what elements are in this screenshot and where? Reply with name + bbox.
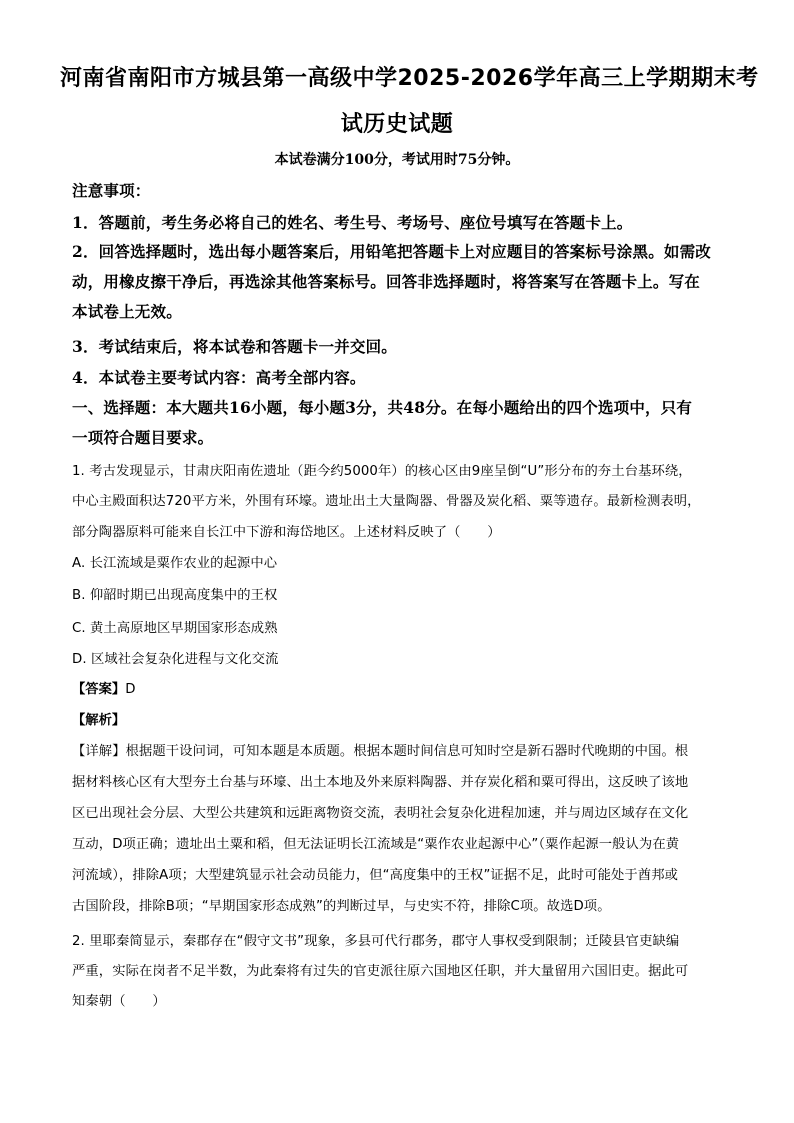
- q1-detail-line-6: 古国阶段，排除B项；“早期国家形态成熟”的判断过早，与史实不符，排除C项。故选D项。: [72, 899, 611, 914]
- q1-detail-line-4: 互动，D项正确；遗址出土粟和稻，但无法证明长江流域是“粟作农业起源中心”（粟作起源一般认为在黄: [72, 837, 680, 852]
- q1-option-c: C. 黄土高原地区早期国家形态成熟: [72, 621, 278, 636]
- q1-detail-line-5: 河流域），排除A项；大型建筑显示社会动员能力，但“高度集中的王权”证据不足，此时可能处于酋邦或: [72, 868, 678, 883]
- exam-title-line1: 河南省南阳市方城县第一高级中学2025-2026学年高三上学期期末考: [60, 66, 759, 91]
- notes-line-5: 3．考试结束后，将本试卷和答题卡一并交回。: [72, 337, 397, 356]
- q1-option-a: A. 长江流域是粟作农业的起源中心: [72, 556, 278, 571]
- answer-label: 【答案】: [72, 682, 126, 697]
- q1-analysis-label: [72, 711, 125, 731]
- q1-stem-line-3: 部分陶器原料可能来自长江中下游和海岱地区。上述材料反映了（ ）: [72, 525, 501, 540]
- q2-stem-line-3: 知秦朝（ ）: [72, 994, 166, 1009]
- q1-detail-line-3: 区已出现社会分层、大型公共建筑和远距离物资交流，表明社会复杂化进程加速，并与周边区域存在文化: [72, 806, 689, 821]
- exam-subtitle: 本试卷满分100分，考试用时75分钟。: [274, 152, 520, 168]
- q1-detail-line-2: 据材料核心区有大型夯土台基与环壕、出土本地及外来原料陶器、并存炭化稻和粟可得出，这反映了该地: [72, 775, 689, 790]
- answer-value: D: [125, 682, 136, 697]
- q1-option-b: B. 仰韶时期已出现高度集中的王权: [72, 588, 278, 603]
- exam-title-line2: 试历史试题: [340, 112, 454, 137]
- q1-stem-line-1: 1. 考古发现显示，甘肃庆阳南佐遗址（距今约5000年）的核心区由9座呈倒“U”形分布的夯土台基环绕，: [72, 464, 692, 479]
- notes-heading: 注意事项：: [72, 181, 151, 200]
- q2-stem-line-2: 严重，实际在岗者不足半数，为此秦将有过失的官吏派往原六国地区任职，并大量留用六国旧吏。据此可: [72, 964, 689, 979]
- notes-line-4: 本试卷上无效。: [72, 302, 182, 321]
- q1-option-d: D. 区域社会复杂化进程与文化交流: [72, 652, 279, 667]
- notes-line-3: 动，用橡皮擦干净后，再选涂其他答案标号。回答非选择题时，将答案写在答题卡上。写在: [72, 272, 701, 291]
- notes-line-1: 1．答题前，考生务必将自己的姓名、考生号、考场号、座位号填写在答题卡上。: [72, 213, 633, 232]
- q2-stem-line-1: 2. 里耶秦简显示，秦郡存在“假守文书”现象，多县可代行郡务，郡守人事权受到限制；迁陵县官吏缺编: [72, 934, 680, 949]
- notes-line-2: 2．回答选择题时，选出每小题答案后，用铅笔把答题卡上对应题目的答案标号涂黑。如需改: [72, 242, 711, 261]
- q1-stem-line-2: 中心主殿面积达720平方米，外围有环壕。遗址出土大量陶器、骨器及炭化稻、粟等遗存。最新检测表明，: [72, 494, 701, 509]
- q1-detail-line-1: 【详解】根据题干设问词，可知本题是本质题。根据本题时间信息可知时空是新石器时代晚期的中国。根: [72, 744, 689, 759]
- analysis-label: 【解析】: [72, 713, 126, 728]
- section-heading-line2: 一项符合题目要求。: [72, 428, 214, 447]
- section-heading-line1: 一、选择题：本大题共16小题，每小题3分，共48分。在每小题给出的四个选项中，只有: [72, 398, 693, 417]
- notes-line-6: 4．本试卷主要考试内容：高考全部内容。: [72, 368, 366, 387]
- q1-answer: [72, 680, 135, 700]
